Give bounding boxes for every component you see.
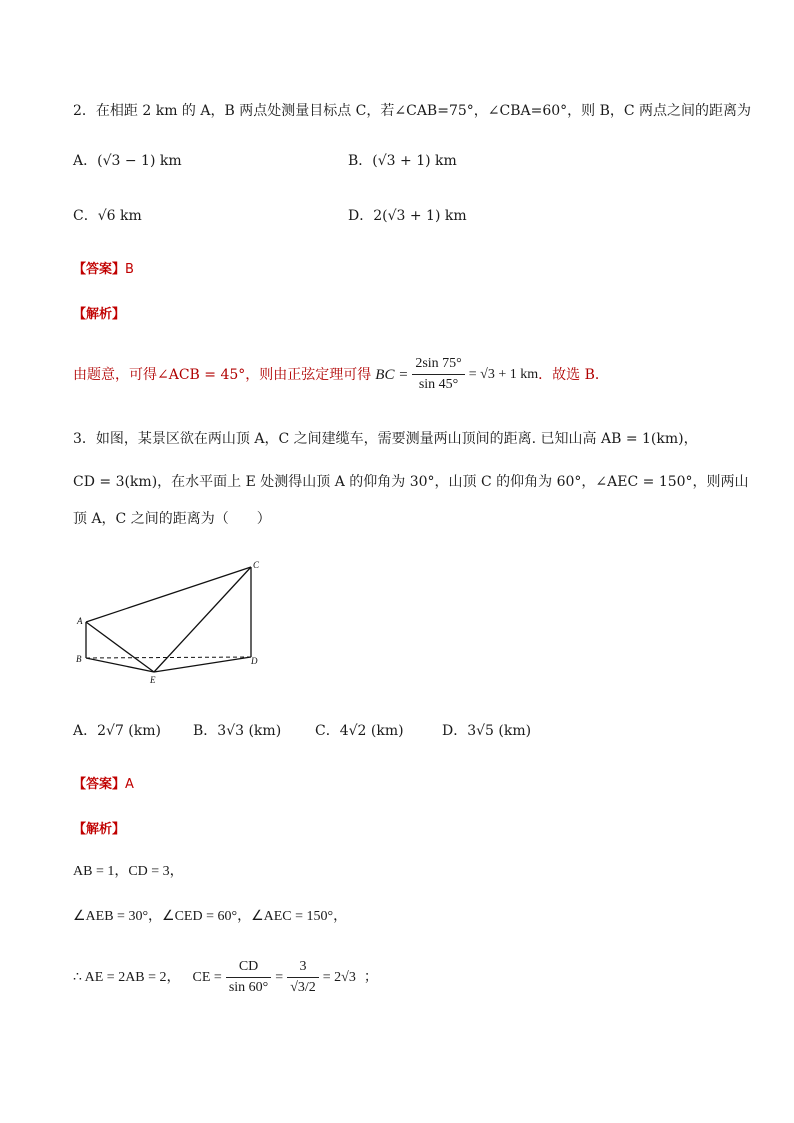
ce-fraction2-denominator: √3/2 [290, 980, 316, 995]
q3-stem-line3: 顶 A，C 之间的距离为（ ） [73, 511, 271, 527]
label-e: E [150, 675, 156, 685]
ce-fraction-numerator: CD [226, 957, 271, 978]
q2-option-b[interactable]: B．(√3 + 1) km [348, 153, 457, 169]
q2-option-c[interactable]: C．√6 km [73, 208, 142, 224]
answer-value: B [125, 262, 134, 277]
q3-option-c[interactable]: C．4√2 (km) [315, 723, 404, 739]
q3-analysis-line2: ∠AEB = 30°，∠CED = 60°，∠AEC = 150°， [73, 909, 348, 924]
analysis-conclusion: ．故选 B． [538, 366, 609, 383]
q3-figure [70, 555, 270, 690]
fraction [412, 354, 464, 395]
q2-option-d[interactable]: D．2(√3 + 1) km [348, 208, 467, 224]
q3-analysis-line1: AB = 1，CD = 3， [73, 864, 184, 879]
ce-fraction [226, 957, 271, 998]
answer-tag: 【答案】 [73, 777, 126, 792]
q3-option-a[interactable]: A．2√7 (km) [73, 723, 161, 739]
q2-option-a[interactable]: A．(√3 − 1) km [73, 153, 182, 169]
ce-fraction2 [287, 957, 319, 998]
q3-stem-line1: 3．如图，某景区欲在两山顶 A，C 之间建缆车，需要测量两山顶间的距离. 已知山高 AB = 1(km)， [73, 431, 698, 447]
line-end: ； [363, 969, 378, 985]
q3-analysis-tag: 【解析】 [73, 822, 126, 837]
analysis-text: 由题意，可得∠ACB = 45°，则由正弦定理可得 [73, 366, 372, 383]
q3-stem-line2: CD = 3(km)，在水平面上 E 处测得山顶 A 的仰角为 30°，山顶 C 的仰角为 60°，∠AEC = 150°，则两山 [73, 474, 749, 490]
ce-fraction-denominator: sin 60° [228, 980, 269, 995]
label-d: D [251, 656, 258, 666]
bc-symbol: BC = [375, 366, 409, 383]
ce-result: = 2√3 [322, 969, 356, 985]
answer-tag: 【答案】 [73, 262, 126, 277]
q3-analysis-line3 [73, 957, 378, 998]
fraction-denominator: sin 45° [418, 377, 459, 392]
q2-analysis-line [73, 354, 609, 395]
equals-sign: = [275, 969, 284, 985]
q3-option-d[interactable]: D．3√5 (km) [442, 723, 532, 739]
label-a: A [77, 616, 83, 626]
answer-value: A [125, 777, 134, 792]
ce-fraction2-numerator: 3 [287, 957, 319, 978]
q3-option-b[interactable]: B．3√3 (km) [193, 723, 282, 739]
q2-stem: 2．在相距 2 km 的 A，B 两点处测量目标点 C，若∠CAB=75°，∠CBA=60°，则 B，C 两点之间的距离为 [73, 103, 752, 119]
q2-answer [73, 258, 134, 277]
label-b: B [76, 654, 82, 664]
q3-answer [73, 773, 134, 792]
analysis-result: = √3 + 1 km [468, 366, 539, 382]
ce-symbol: CE = [192, 969, 222, 985]
q2-analysis-tag: 【解析】 [73, 307, 126, 322]
fraction-numerator: 2sin 75° [412, 354, 464, 375]
label-c: C [253, 560, 260, 570]
ed-line [154, 657, 251, 672]
ae-result: ∴ AE = 2AB = 2， [73, 969, 181, 985]
